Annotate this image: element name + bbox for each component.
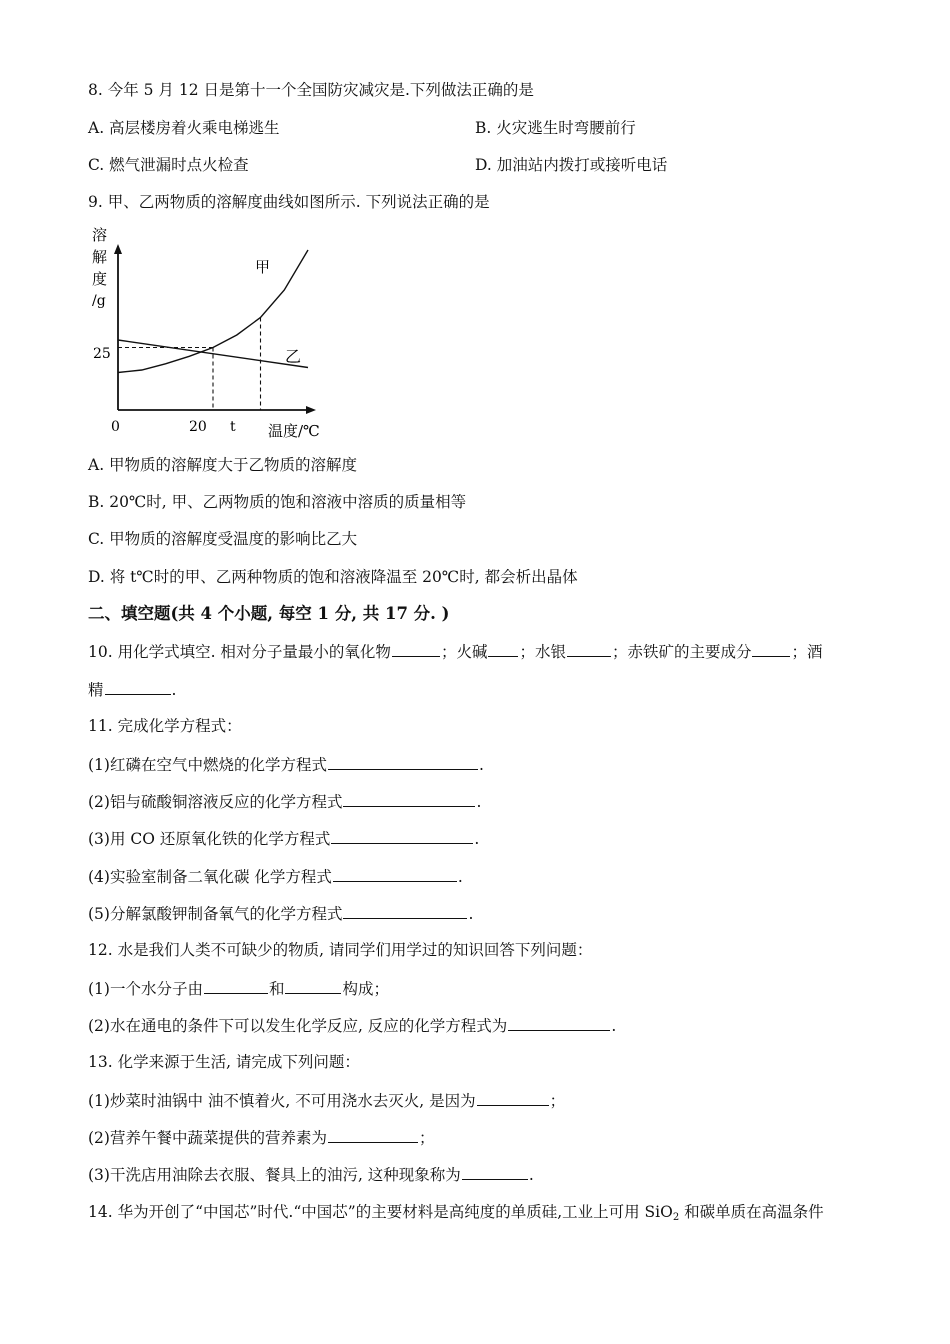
q11-stem: 11. 完成化学方程式： — [88, 717, 242, 735]
q8-option-b: B. 火灾逃生时弯腰前行 — [475, 119, 636, 137]
q11-item-1-end: . — [478, 756, 484, 774]
q13-item-2 — [88, 1127, 434, 1148]
q11-blank-2[interactable] — [343, 791, 475, 807]
y-tick-25: 25 — [93, 346, 111, 362]
q11-blank-3[interactable] — [331, 828, 473, 844]
q11-item-3-end: . — [474, 830, 480, 848]
q11-item-5-text: (5)分解氯酸钾制备氧气的化学方程式 — [88, 905, 343, 923]
q10-blank-alcohol[interactable] — [105, 679, 171, 695]
q11-item-4-end: . — [457, 868, 463, 886]
q11-item-3-text: (3)用 CO 还原氧化铁的化学方程式 — [88, 830, 331, 848]
y-label-char-4: /g — [92, 293, 106, 309]
q10-part-5: ；酒 — [791, 643, 823, 661]
q11-item-5 — [88, 903, 473, 924]
q11-item-2-end: . — [476, 793, 482, 811]
q13-item-2-text: (2)营养午餐中蔬菜提供的营养素为 — [88, 1129, 327, 1147]
q11-item-3 — [88, 828, 479, 849]
q11-item-1-text: (1)红磷在空气中燃烧的化学方程式 — [88, 756, 327, 774]
section-2-title: 二、填空题(共 4 个小题, 每空 1 分, 共 17 分. ) — [88, 604, 450, 623]
q13-blank-1[interactable] — [477, 1090, 549, 1106]
q10-part-1: 10. 用化学式填空. 相对分子量最小的氧化物 — [88, 643, 391, 661]
q8-stem: 8. 今年 5 月 12 日是第十一个全国防灾减灾是.下列做法正确的是 — [88, 81, 534, 99]
q12-item-1-text-b: 和 — [268, 980, 285, 998]
q10-blank-caustic-soda[interactable] — [488, 641, 518, 657]
q13-item-2-end: ； — [418, 1129, 435, 1147]
q14-stem — [88, 1202, 824, 1228]
q14-text-1: 14. 华为开创了“中国芯”时代.“中国芯”的主要材料是高纯度的单质硅,工业上可用 SiO — [88, 1203, 673, 1221]
q12-item-2-end: . — [611, 1017, 617, 1035]
x-axis-label: 温度/℃ — [268, 422, 320, 440]
y-label-char-2: 解 — [92, 248, 108, 266]
x-tick-0: 0 — [111, 419, 120, 435]
y-axis-arrow — [114, 244, 122, 254]
q8-option-d: D. 加油站内拨打或接听电话 — [475, 156, 668, 174]
q12-stem: 12. 水是我们人类不可缺少的物质, 请同学们用学过的知识回答下列问题： — [88, 941, 593, 959]
q10-blank-oxide[interactable] — [392, 641, 440, 657]
q12-item-2 — [88, 1015, 616, 1036]
q12-blank-1[interactable] — [204, 978, 268, 994]
series-label-jia: 甲 — [255, 258, 271, 276]
x-tick-20: 20 — [189, 419, 207, 435]
q10-line-1 — [88, 641, 823, 662]
q12-item-1-text-a: (1)一个水分子由 — [88, 980, 203, 998]
q10-part-3: ；水银 — [519, 643, 566, 661]
q13-blank-3[interactable] — [462, 1164, 528, 1180]
q11-item-5-end: . — [468, 905, 474, 923]
q12-item-2-text: (2)水在通电的条件下可以发生化学反应, 反应的化学方程式为 — [88, 1017, 508, 1035]
q9-option-b: B. 20℃时, 甲、乙两物质的饱和溶液中溶质的质量相等 — [88, 493, 467, 511]
q10-end: . — [171, 681, 177, 699]
chart-labels — [92, 226, 320, 440]
q12-item-1-text-c: 构成； — [342, 980, 389, 998]
q9-option-a: A. 甲物质的溶解度大于乙物质的溶解度 — [88, 456, 358, 474]
chart-axes — [114, 244, 316, 414]
q13-item-3-end: . — [528, 1166, 534, 1184]
q10-part-4: ；赤铁矿的主要成分 — [611, 643, 752, 661]
q9-stem: 9. 甲、乙两物质的溶解度曲线如图所示. 下列说法正确的是 — [88, 193, 490, 211]
q14-subscript: 2 — [672, 1212, 680, 1223]
q10-line-2 — [88, 679, 176, 700]
x-tick-t: t — [230, 419, 236, 435]
q13-item-3 — [88, 1164, 534, 1185]
q8-option-c: C. 燃气泄漏时点火检查 — [88, 156, 249, 174]
q11-blank-1[interactable] — [328, 754, 478, 770]
y-label-char-1: 溶 — [92, 226, 108, 244]
q9-option-c: C. 甲物质的溶解度受温度的影响比乙大 — [88, 530, 358, 548]
q10-part-6: 精 — [88, 681, 104, 699]
q13-item-1 — [88, 1090, 565, 1111]
q11-item-1 — [88, 754, 484, 775]
q9-option-d: D. 将 t℃时的甲、乙两种物质的饱和溶液降温至 20℃时, 都会析出晶体 — [88, 568, 578, 586]
series-label-yi: 乙 — [285, 347, 302, 366]
q12-blank-2[interactable] — [285, 978, 341, 994]
q10-blank-mercury[interactable] — [567, 641, 611, 657]
q13-blank-2[interactable] — [328, 1127, 418, 1143]
q13-item-3-text: (3)干洗店用油除去衣服、餐具上的油污, 这种现象称为 — [88, 1166, 461, 1184]
y-label-char-3: 度 — [92, 270, 108, 288]
q14-text-2: 和碳单质在高温条件 — [679, 1203, 824, 1221]
q11-item-4-text: (4)实验室制备二氧化碳 化学方程式 — [88, 868, 332, 886]
q12-blank-3[interactable] — [508, 1015, 610, 1031]
q13-item-1-end: ； — [549, 1092, 566, 1110]
q11-item-4 — [88, 866, 463, 887]
q11-blank-4[interactable] — [333, 866, 457, 882]
q10-blank-hematite[interactable] — [752, 641, 790, 657]
q11-blank-5[interactable] — [343, 903, 467, 919]
q12-item-1 — [88, 978, 389, 999]
solubility-chart — [80, 222, 340, 447]
x-axis-arrow — [306, 406, 316, 414]
q13-stem: 13. 化学来源于生活, 请完成下列问题： — [88, 1053, 360, 1071]
chart-guides — [118, 318, 261, 411]
q11-item-2 — [88, 791, 481, 812]
q10-part-2: ；火碱 — [440, 643, 488, 661]
chart-series — [118, 250, 308, 373]
q11-item-2-text: (2)铝与硫酸铜溶液反应的化学方程式 — [88, 793, 343, 811]
q8-option-a: A. 高层楼房着火乘电梯逃生 — [88, 119, 280, 137]
q13-item-1-text: (1)炒菜时油锅中 油不慎着火, 不可用浇水去灭火, 是因为 — [88, 1092, 476, 1110]
